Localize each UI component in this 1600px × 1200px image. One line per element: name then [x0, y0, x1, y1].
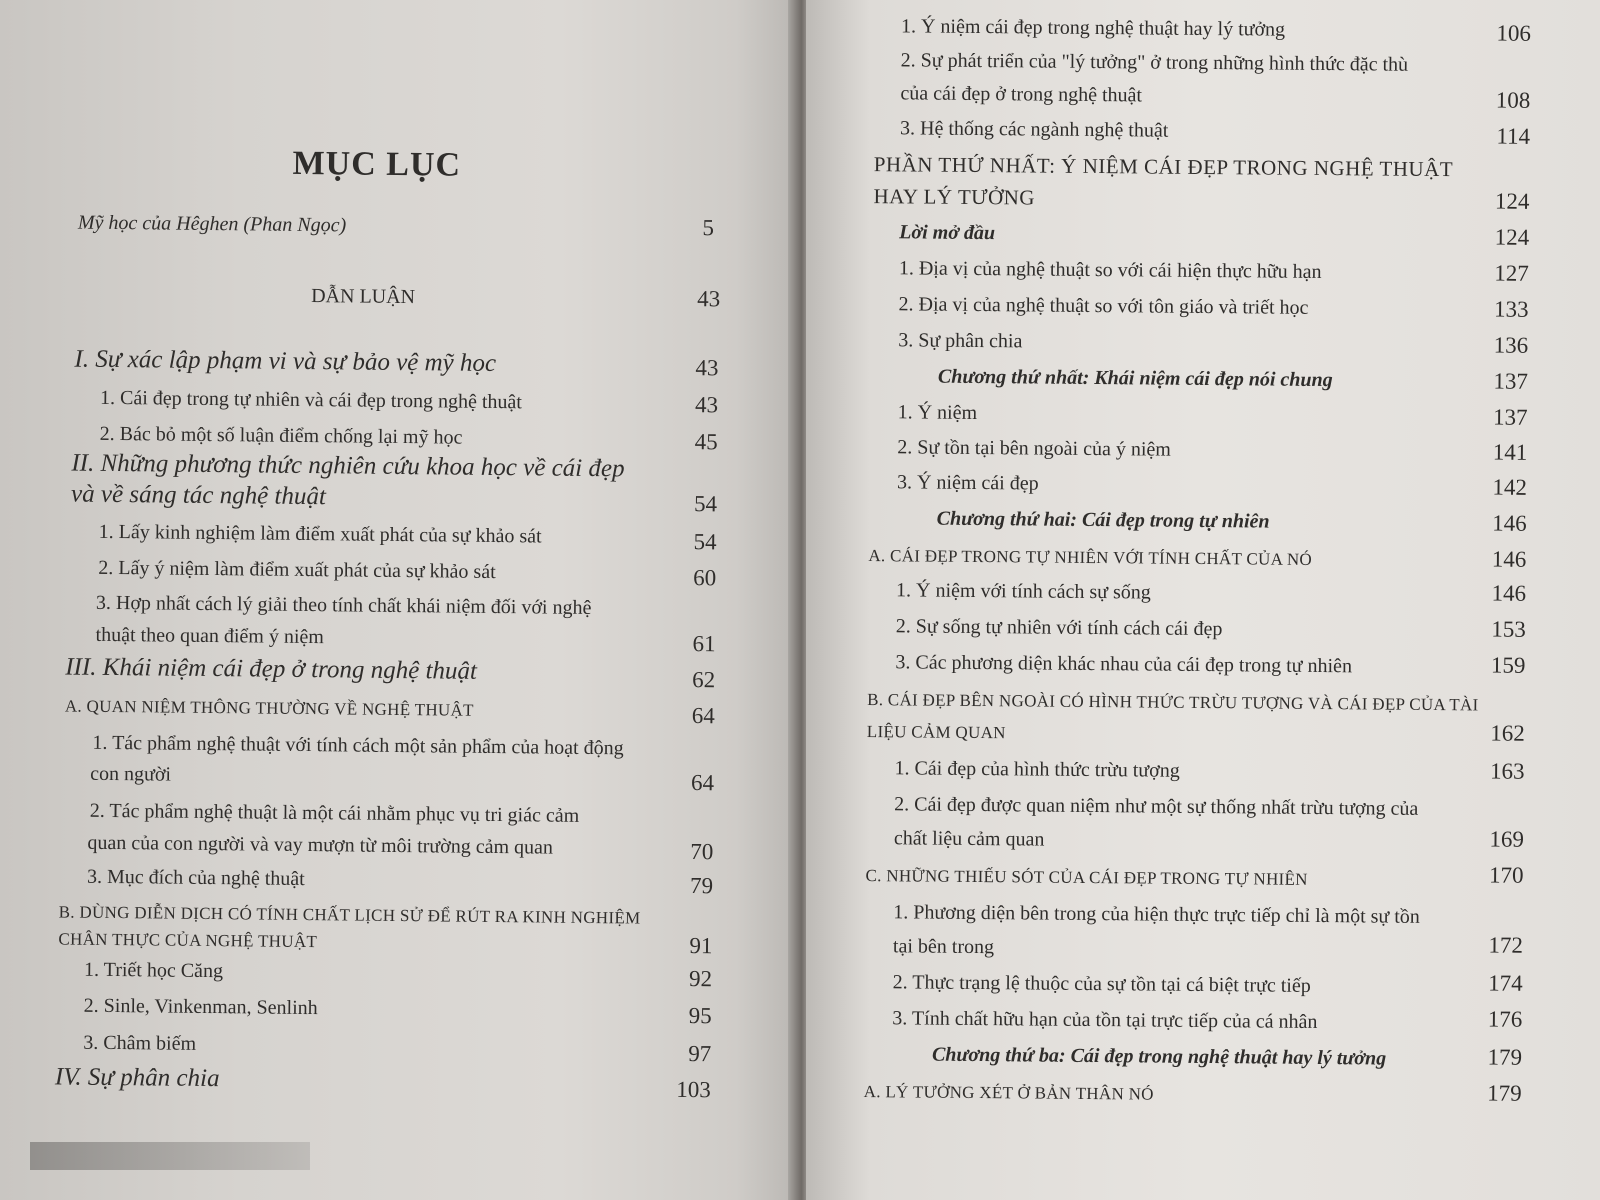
toc-entry-page: 79 — [689, 873, 714, 899]
toc-entry-page: 179 — [1487, 1044, 1523, 1070]
toc-entry-text: 3. Hệ thống các ngành nghệ thuật — [900, 117, 1169, 142]
toc-entry-text: Lời mở đầu — [899, 221, 996, 245]
toc-entry-text-cont: của cái đẹp ở trong nghệ thuật — [900, 82, 1143, 107]
toc-entry-text: Mỹ học của Hêghen (Phan Ngọc) — [77, 211, 347, 237]
toc-entry-text-cont: con người — [90, 762, 172, 786]
toc-entry-page: 136 — [1493, 332, 1529, 358]
toc-entry-text-cont: thuật theo quan điểm ý niệm — [95, 623, 325, 649]
toc-entry-text: III. Khái niệm cái đẹp ở trong nghệ thuật — [65, 653, 478, 685]
toc-section-heading: DẪN LUẬN — [311, 285, 416, 309]
toc-entry-text-cont: và về sáng tác nghệ thuật — [70, 480, 327, 511]
toc-entry-page: 172 — [1488, 932, 1524, 958]
toc-entry-text: 2. Địa vị của nghệ thuật so với tôn giáo và triết học — [898, 293, 1309, 319]
toc-entry-page: 95 — [688, 1003, 712, 1029]
toc-entry-text: 3. Hợp nhất cách lý giải theo tính chất khái niệm đối với nghệ — [95, 591, 592, 620]
toc-section-caps-cont: LIỆU CẢM QUAN — [866, 722, 1006, 743]
toc-entry-text-cont: tại bên trong — [892, 935, 995, 959]
toc-entry-text: 1. Ý niệm — [897, 401, 978, 424]
toc-entry-text: 1. Ý niệm với tính cách sự sống — [895, 579, 1151, 604]
toc-entry-page: 176 — [1487, 1006, 1523, 1032]
toc-entry-page: 64 — [690, 770, 715, 796]
toc-entry-page: 153 — [1491, 616, 1526, 642]
toc-entry-text: 3. Tính chất hữu hạn của tồn tại trực tiếp của cá nhân — [892, 1007, 1318, 1033]
toc-entry-page: 64 — [691, 703, 715, 729]
toc-entry-text-cont: quan của con người và vay mượn từ môi trường cảm quan — [87, 831, 554, 859]
toc-entry-page: 142 — [1492, 474, 1528, 500]
toc-entry-page: 146 — [1491, 580, 1527, 606]
toc-entry-text: 2. Sự phát triển của "lý tưởng" ở trong những hình thức đặc thù — [900, 49, 1409, 76]
toc-entry-text: 1. Tác phẩm nghệ thuật với tính cách một sản phẩm của hoạt động — [92, 731, 624, 760]
toc-entry-page: 91 — [689, 933, 713, 959]
toc-entry-page: 106 — [1496, 20, 1532, 46]
toc-entry-page: 108 — [1495, 87, 1531, 113]
toc-entry-page: 43 — [694, 392, 719, 418]
toc-entry-text: 1. Cái đẹp của hình thức trừu tượng — [894, 757, 1180, 782]
toc-entry-text: II. Những phương thức nghiên cứu khoa học về cái đẹp — [71, 449, 625, 483]
toc-entry-page: 146 — [1491, 546, 1527, 572]
toc-entry-text: 2. Sự tồn tại bên ngoài của ý niệm — [897, 436, 1171, 461]
toc-entry-page: 97 — [688, 1041, 712, 1067]
toc-entry-page: 127 — [1494, 260, 1529, 286]
toc-entry-page: 45 — [694, 429, 718, 455]
toc-entry-text: I. Sự xác lập phạm vi và sự bảo vệ mỹ học — [74, 345, 497, 377]
toc-entry-page: 146 — [1492, 510, 1527, 536]
toc-section-caps: B. DÙNG DIỄN DỊCH CÓ TÍNH CHẤT LỊCH SỬ ĐỂ RÚT RA KINH NGHIỆM — [58, 902, 641, 928]
toc-entry-page: 54 — [693, 491, 718, 517]
toc-entry-text: 2. Thực trạng lệ thuộc của sự tồn tại cá biệt trực tiếp — [892, 971, 1311, 997]
toc-entry-text: 1. Ý niệm cái đẹp trong nghệ thuật hay lý tưởng — [900, 15, 1286, 41]
toc-entry-page: 137 — [1492, 404, 1528, 430]
toc-entry-text: 3. Mục đích của nghệ thuật — [86, 865, 305, 891]
toc-entry-text: 1. Địa vị của nghệ thuật so với cái hiện thực hữu hạn — [898, 257, 1322, 283]
toc-entry-text: 2. Sự sống tự nhiên với tính cách cái đẹp — [895, 615, 1223, 641]
toc-entry-page: 62 — [692, 667, 716, 693]
toc-entry-text: 3. Các phương diện khác nhau của cái đẹp trong tự nhiên — [895, 651, 1353, 678]
toc-entry-page: 169 — [1489, 826, 1525, 852]
toc-entry-page: 70 — [690, 839, 714, 865]
page-title: MỤC LỤC — [292, 144, 462, 184]
toc-section-caps: C. NHỮNG THIẾU SÓT CỦA CÁI ĐẸP TRONG TỰ NHIÊN — [865, 866, 1308, 889]
toc-entry-text: 3. Ý niệm cái đẹp — [896, 471, 1039, 495]
toc-section-caps: A. QUAN NIỆM THÔNG THƯỜNG VỀ NGHỆ THUẬT — [64, 696, 474, 720]
toc-entry-page: 162 — [1490, 720, 1525, 746]
part-heading-cont: HAY LÝ TƯỞNG — [873, 184, 1036, 210]
toc-entry-page: 60 — [693, 565, 717, 591]
toc-entry-page: 43 — [695, 355, 719, 381]
toc-entry-page: 124 — [1494, 188, 1530, 214]
toc-entry-text: 1. Triết học Căng — [83, 958, 224, 983]
toc-entry-text: 2. Tác phẩm nghệ thuật là một cái nhằm phục vụ tri giác cảm — [89, 799, 580, 827]
toc-entry-text: 2. Bác bỏ một số luận điểm chống lại mỹ học — [99, 422, 463, 449]
toc-entry-text: 3. Châm biếm — [83, 1031, 197, 1055]
toc-entry-page: 159 — [1490, 652, 1526, 678]
toc-entry-page: 54 — [693, 529, 717, 555]
toc-entry-text: 1. Lấy kinh nghiệm làm điểm xuất phát của sự khảo sát — [98, 520, 542, 548]
toc-entry-page: 163 — [1489, 758, 1525, 784]
toc-section-caps: B. CÁI ĐẸP BÊN NGOÀI CÓ HÌNH THỨC TRỪU TƯỢNG VÀ CÁI ĐẸP CỦA TÀI — [867, 690, 1479, 715]
toc-entry-page: 133 — [1493, 296, 1529, 322]
toc-entry-page: 124 — [1494, 224, 1530, 250]
toc-entry-text: IV. Sự phân chia — [54, 1063, 220, 1093]
toc-section-caps-cont: CHÂN THỰC CỦA NGHỆ THUẬT — [58, 929, 318, 952]
toc-entry-text: 2. Cái đẹp được quan niệm như một sự thống nhất trừu tượng của — [894, 793, 1419, 820]
toc-entry-page: 114 — [1496, 123, 1531, 149]
toc-entry-text: 1. Phương diện bên trong của hiện thực trực tiếp chỉ là một sự tồn — [893, 901, 1420, 928]
toc-entry-page: 103 — [676, 1076, 712, 1103]
right-page — [806, 0, 1600, 1200]
toc-entry-page: 61 — [692, 631, 716, 657]
toc-entry-text: 1. Cái đẹp trong tự nhiên và cái đẹp trong nghệ thuật — [99, 386, 523, 414]
chapter-heading: Chương thứ ba: Cái đẹp trong nghệ thuật hay lý tưởng — [931, 1043, 1387, 1070]
toc-entry-page: 174 — [1488, 970, 1523, 996]
part-heading: PHẦN THỨ NHẤT: Ý NIỆM CÁI ĐẸP TRONG NGHỆ THUẬT — [873, 152, 1454, 182]
toc-entry-page: 43 — [697, 286, 721, 312]
toc-entry-page: 141 — [1492, 439, 1528, 465]
toc-entry-page: 170 — [1489, 862, 1524, 888]
toc-entry-text: 2. Lấy ý niệm làm điểm xuất phát của sự khảo sát — [98, 556, 496, 584]
toc-entry-text-cont: chất liệu cảm quan — [893, 827, 1045, 851]
chapter-heading: Chương thứ hai: Cái đẹp trong tự nhiên — [936, 507, 1270, 533]
toc-entry-page: 92 — [688, 966, 713, 992]
toc-section-caps: A. CÁI ĐẸP TRONG TỰ NHIÊN VỚI TÍNH CHẤT CỦA NÓ — [868, 546, 1313, 569]
toc-entry-page: 5 — [702, 215, 715, 241]
toc-entry-page: 137 — [1493, 368, 1529, 394]
toc-entry-text: 2. Sinle, Vinkenman, Senlinh — [83, 994, 318, 1020]
toc-entry-text: 3. Sự phân chia — [898, 329, 1023, 353]
toc-section-caps: A. LÝ TƯỞNG XÉT Ở BẢN THÂN NÓ — [863, 1082, 1154, 1104]
chapter-heading: Chương thứ nhất: Khái niệm cái đẹp nói chung — [937, 365, 1333, 392]
toc-entry-page: 179 — [1487, 1080, 1522, 1106]
page-shadow — [30, 1142, 310, 1170]
